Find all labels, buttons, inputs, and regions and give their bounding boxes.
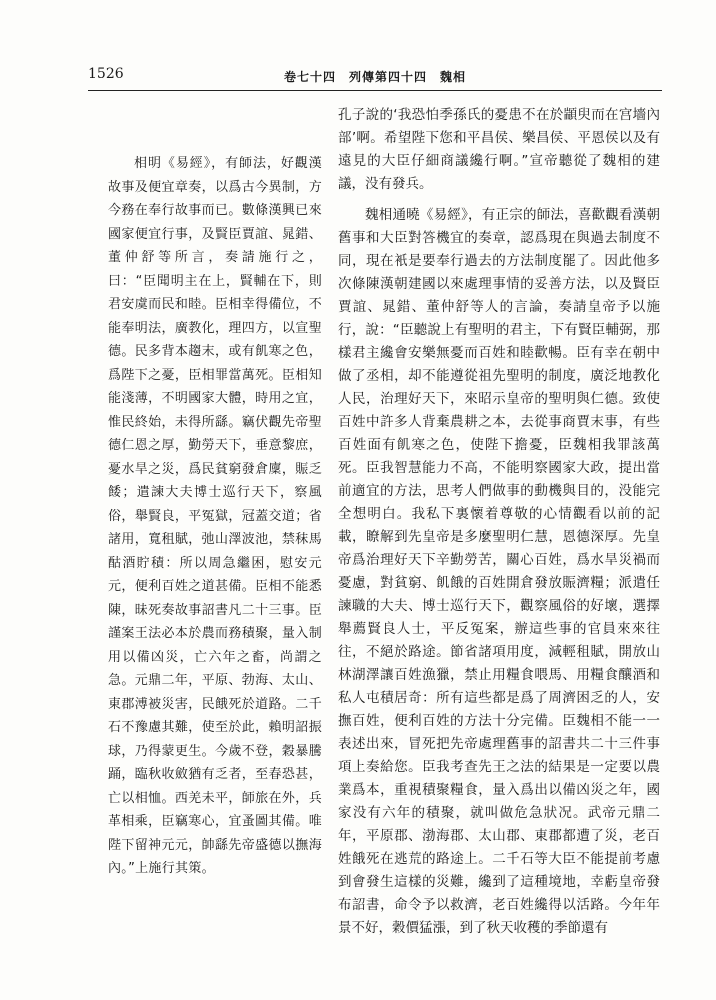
classical-paragraph: 相明《易經》，有師法，好觀漢故事及便宜章奏，以爲古今異制，方今務在奉行故事而已。數條漢興已來國家便宜行事，及賢臣賈誼、晁錯、董仲舒等所言，奏請施行之，曰：“臣聞明主在上，賢輔在下，則君安虞而民和睦。臣相幸得備位，不能奉明法，廣教化，理四方，以宣聖德。民多背本趨末，或有飢寒之色，爲陛下之憂，臣相罪當萬死。臣相知能淺薄，不明國家大體，時用之宜，惟民終始，未得所繇。竊伏觀先帝聖德仁恩之厚，勤勞天下，垂意黎庶，憂水旱之災，爲民貧窮發倉廩，賑乏餧；遣諫大夫博士巡行天下，察風俗，舉賢良，平冤獄，冠蓋交道；省諸用，寬租賦，弛山澤波池，禁秣馬酤酒貯積：所以周急繼困，慰安元元，便利百姓之道甚備。臣相不能悉陳，昧死奏故事詔書凡二十三事。臣謹案王法必本於農而務積聚，量入制用以備凶災，亡六年之畜，尚謂之急。元鼎二年，平原、勃海、太山、東郡溥被災害，民餓死於道路。二千石不豫慮其難，使至於此，賴明詔振球，乃得蒙更生。今歲不登，穀暴騰踊，臨秋收斂猶有乏者，至春恐甚，亡以相恤。西羌未平，師旅在外，兵革相乘，臣竊寒心，宜蚤圖其備。唯陛下留神元元，帥繇先帝盛德以撫海內。”上施行其策。: [108, 156, 322, 876]
translation-continuation: 孔子說的‘我恐怕季孫氏的憂患不在於顓臾而在宫墻內部’啊。希望陛下您和平昌侯、樂昌侯、平恩侯以及有遠見的大臣仔細商議纔行啊。”宣帝聽從了魏相的建議，没有發兵。: [338, 107, 660, 192]
translation-column: [338, 104, 660, 940]
running-head: 卷七十四 列傳第四十四 魏相: [284, 70, 467, 84]
translation-paragraph: 魏相通曉《易經》，有正宗的師法，喜歡觀看漢朝舊事和大臣對答機宜的奏章，認爲現在與過去制度不同，現在衹是要奉行過去的方法制度罷了。因此他多次條陳漢朝建國以來處理事情的妥善方法，以及賢臣賈誼、晁錯、董仲舒等人的言論，奏請皇帝予以施行，說：“臣聽說上有聖明的君主，下有賢臣輔弼，那樣君主纔會安樂無憂而百姓和睦歡暢。臣有幸在朝中做了丞相，却不能遵從祖先聖明的制度，廣泛地教化人民，治理好天下，來昭示皇帝的聖明與仁德。致使百姓中許多人背棄農耕之本，去從事商賈末事，有些百姓面有飢寒之色，使陛下擔憂，臣魏相我罪該萬死。臣我智慧能力不高，不能明察國家大政，提出當前適宜的方法，思考人們做事的動機與目的，没能完全想明白。我私下裏懷着尊敬的心情觀看以前的記載，瞭解到先皇帝是多麼聖明仁慧，恩德深厚。先皇帝爲治理好天下辛勤勞苦，關心百姓，爲水旱災禍而憂慮，對貧窮、飢餓的百姓開倉發放賑濟糧；派遣任諫職的大夫、博士巡行天下，觀察風俗的好壞，選擇舉薦賢良人士，平反冤案，辦這些事的官員來來往往，不絕於路途。節省諸項用度，減輕租賦，開放山林湖澤讓百姓漁獵，禁止用糧食喂馬、用糧食釀酒和私人屯積居奇：所有這些都是爲了周濟困乏的人，安撫百姓，便利百姓的方法十分完備。臣魏相不能一一表述出來，冒死把先帝處理舊事的詔書共二十三件事項上奏給您。臣我考查先王之法的結果是一定要以農業爲本，重視積聚糧食，量入爲出以備凶災之年，國家没有六年的積聚，就叫做危急狀况。武帝元鼎二年，平原郡、渤海郡、太山郡、東郡都遭了災，老百姓餓死在逃荒的路途上。二千石等大臣不能提前考慮到會發生這樣的災難，纔到了這種境地，幸虧皇帝發布詔書，命令予以救濟，老百姓纔得以活路。今年年景不好，穀價猛漲，到了秋天收穫的季節還有: [338, 207, 660, 936]
classical-text-column: [108, 152, 322, 881]
page-number: 1526: [88, 66, 124, 82]
page-header: [88, 64, 662, 91]
